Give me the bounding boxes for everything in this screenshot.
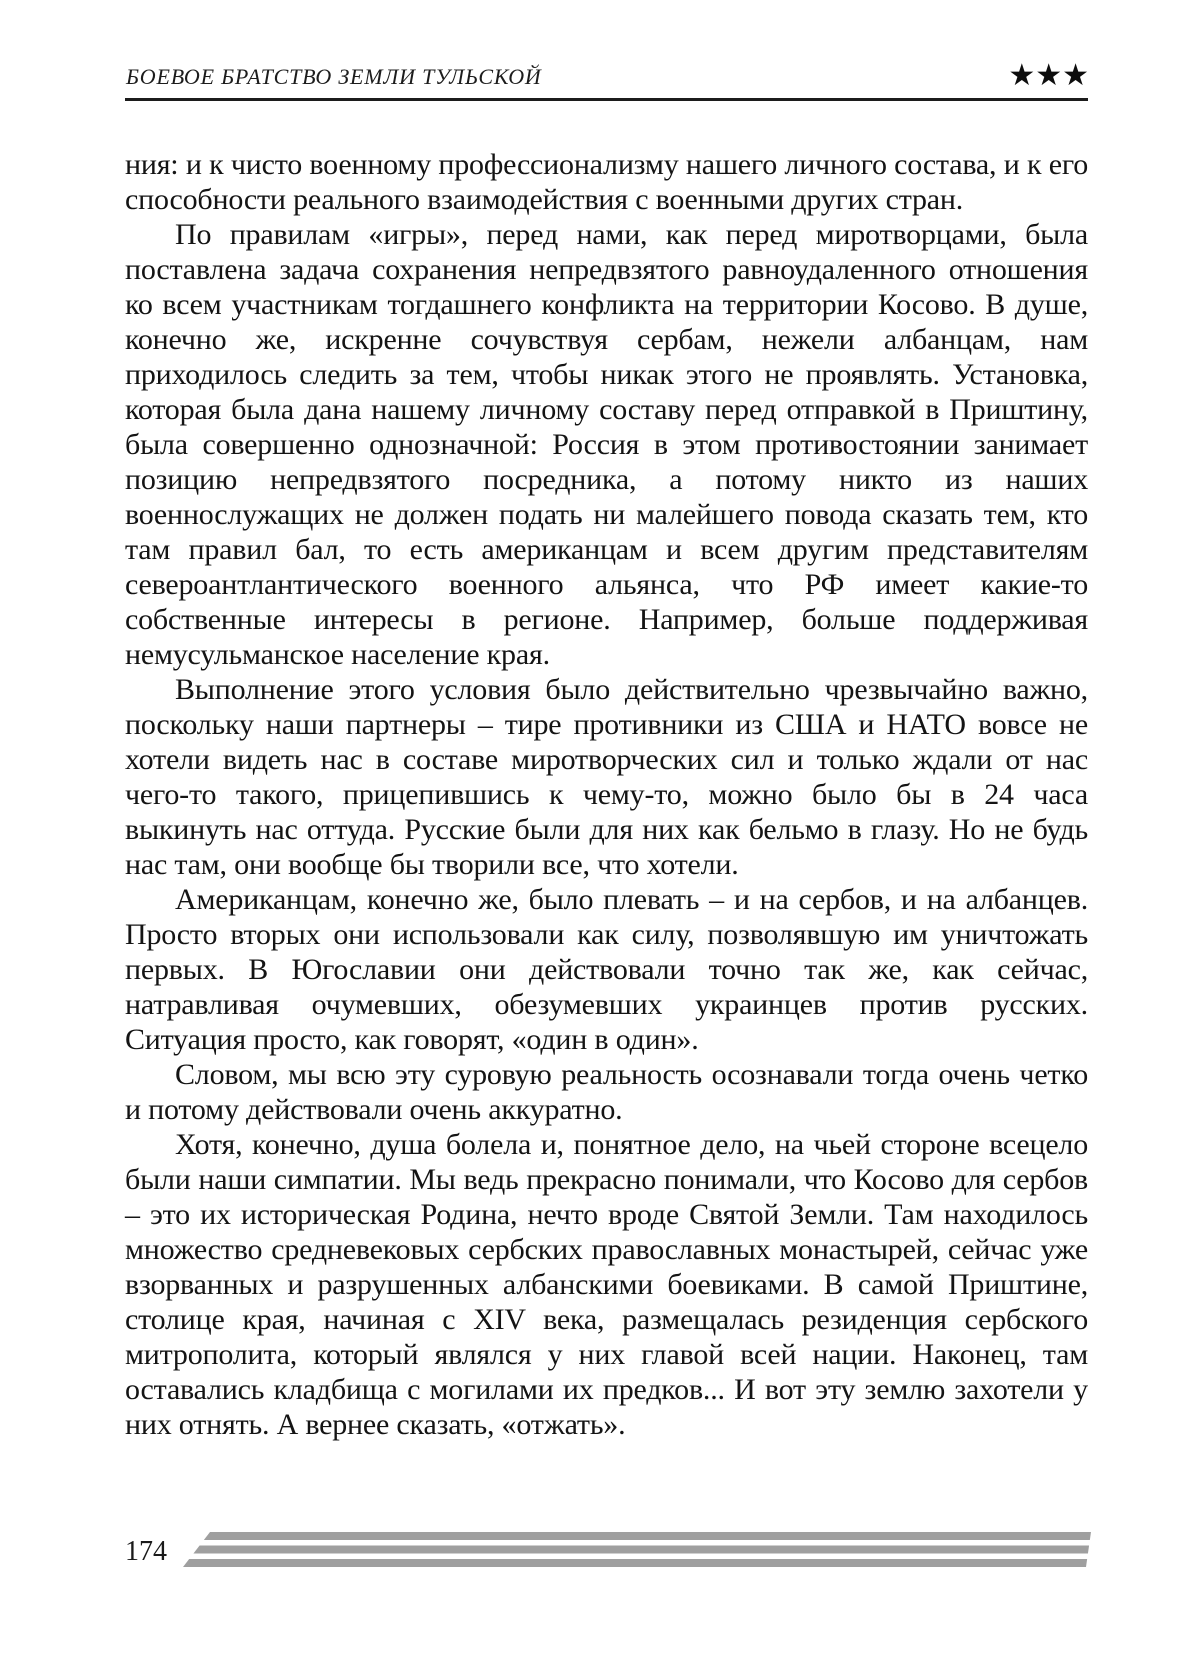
body-paragraph: Хотя, конечно, душа болела и, понятное дело, на чьей стороне всецело были наши симпатии. Мы ведь прекрасно понимали, что Косово для сербов – это их историческая Родина, нечто вроде Святой Земли. Там находилось множество средневековых сербских православных монастырей, сейчас уже взорванных и разрушенных албанскими боевиками. В самой Приштине, столице края, начиная с XIV века, размещалась резиденция сербского митрополита, который являлся у них главой всей нации. Наконец, там оставались кладбища с могилами их предков... И вот эту землю захотели у них отнять. А вернее сказать, «отжать».: [125, 1128, 1088, 1441]
body-paragraph: ния: и к чисто военному профессионализму нашего личного состава, и к его способности реального взаимодействия с военными других стран.: [125, 148, 1088, 216]
body-paragraph: По правилам «игры», перед нами, как перед миротворцами, была поставлена задача сохранения непредвзятого равноудаленного отношения ко всем участникам тогдашнего конфликта на территории Косово. В душе, конечно же, искренне сочувствуя сербам, нежели албанцам, нам приходилось следить за тем, чтобы никак этого не проявлять. Установка, которая была дана нашему личному составу перед отправкой в Приштину, была совершенно однозначной: Россия в этом противостоянии занимает позицию непредвзятого посредника, а потому никто из наших военнослужащих не должен подать ни малейшего повода сказать тем, кто там правил бал, то есть американцам и всем другим представителям североантлантического военного альянса, что РФ имеет какие-то собственные интересы в регионе. Например, больше поддерживая немусульманское население края.: [125, 218, 1088, 671]
page-number: 174: [125, 1536, 167, 1567]
page-body-text: [125, 147, 1088, 1442]
footer-stripes-ornament: [183, 1532, 1091, 1567]
body-paragraph: Словом, мы всю эту суровую реальность осознавали тогда очень четко и потому действовали очень аккуратно.: [125, 1058, 1088, 1126]
header-rule-divider: [125, 98, 1088, 101]
body-paragraph: Выполнение этого условия было действительно чрезвычайно важно, поскольку наши партнеры – тире противники из США и НАТО вовсе не хотели видеть нас в составе миротворческих сил и только ждали от нас чего-то такого, прицепившись к чему-то, можно было бы в 24 часа выкинуть нас оттуда. Русские были для них как бельмо в глазу. Но не будь нас там, они вообще бы творили все, что хотели.: [125, 673, 1088, 881]
running-header-title: БОЕВОЕ БРАТСТВО ЗЕМЛИ ТУЛЬСКОЙ: [126, 64, 542, 89]
body-paragraph: Американцам, конечно же, было плевать – и на сербов, и на албанцев. Просто вторых они использовали как силу, позволявшую им уничтожать первых. В Югославии они действовали точно так же, как сейчас, натравливая очумевших, обезумевших украинцев против русских. Ситуация просто, как говорят, «один в один».: [125, 883, 1088, 1056]
three-stars-icon: ★★★: [1008, 59, 1089, 92]
